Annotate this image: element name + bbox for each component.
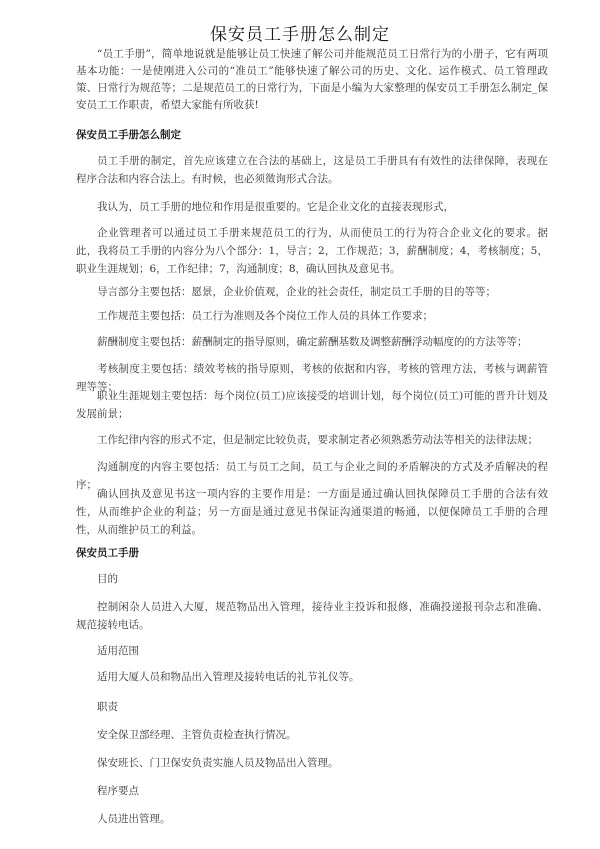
paragraph: 确认回执及意见书这一项内容的主要作用是：一方面是通过确认回执保障员工手册的合法有效性，从而维护企业的利益；另一方面是通过意见书保证沟通渠道的畅通，以便保障员工手册的合理性，从而维护员工的利益。 — [76, 488, 548, 536]
list-item: 保安班长、门卫保安负责实施人员及物品出入管理。 — [97, 757, 339, 769]
document-title: 保安员工手册怎么制定 — [210, 25, 390, 45]
paragraph: 职业生涯规划主要包括：每个岗位(员工)应该接受的培训计划，每个岗位(员工)可能的晋升计划及发展前景； — [76, 390, 548, 420]
list-item: 安全保卫部经理、主管负责检查执行情况。 — [97, 729, 297, 741]
paragraph: 工作纪律内容的形式不定，但是制定比较负责，要求制定者必须熟悉劳动法等相关的法律法规； — [97, 434, 538, 446]
paragraph: 企业管理者可以通过员工手册来规范员工的行为，从而使员工的行为符合企业文化的要求。据此，我将员工手册的内容分为八个部分：1，导言；2，工作规范；3，薪酬制度；4，考核制度；5，职业生涯规划；6，工作纪律；7，沟通制度；8，确认回执及意见书。 — [76, 227, 548, 275]
list-item: 人员进出管理。 — [97, 813, 171, 825]
section-heading: 保安员工手册怎么制定 — [76, 129, 181, 141]
list-item: 职责 — [97, 701, 118, 713]
paragraph: 考核制度主要包括：绩效考核的指导原则，考核的依据和内容，考核的管理方法，考核与调薪管理等等； — [76, 363, 548, 393]
paragraph: 薪酬制度主要包括：薪酬制定的指导原则，确定薪酬基数及调整薪酬浮动幅度的的方法等等； — [97, 336, 528, 348]
intro-paragraph: “员工手册”，简单地说就是能够让员工快速了解公司并能规范员工日常行为的小册子，它有两项基本功能：一是使刚进入公司的“准员工”能够快速了解公司的历史、文化、运作模式、员工管理政策、日常行为规范等；二是规范员工的日常行为，下面是小编为大家整理的保安员工手册怎么制定_保安员工工作职责，希望大家能有所收获! — [76, 48, 548, 111]
paragraph: 沟通制度的内容主要包括：员工与员工之间，员工与企业之间的矛盾解决的方式及矛盾解决的程序； — [76, 461, 548, 491]
list-item: 适用范围 — [97, 645, 139, 657]
list-item: 程序要点 — [97, 785, 139, 797]
paragraph: 员工手册的制定，首先应该建立在合法的基础上，这是员工手册具有有效性的法律保障，表现在程序合法和内容合法上。有时候，也必须徵询形式合法。 — [76, 155, 548, 185]
paragraph: 我认为，员工手册的地位和作用是很重要的。它是企业文化的直接表现形式， — [97, 201, 454, 213]
list-item: 目的 — [97, 573, 118, 585]
paragraph: 导言部分主要包括：愿景，企业价值观，企业的社会责任，制定员工手册的目的等等； — [97, 286, 496, 298]
section-heading: 保安员工手册 — [76, 547, 139, 559]
list-item: 适用大厦人员和物品出入管理及接转电话的礼节礼仪等。 — [97, 671, 360, 683]
paragraph: 工作规范主要包括：员工行为准则及各个岗位工作人员的具体工作要求； — [97, 310, 433, 322]
list-item: 控制闲杂人员进入大厦，规范物品出入管理，接待业主投诉和报修，准确投递报刊杂志和准确、规范接转电话。 — [76, 601, 548, 631]
